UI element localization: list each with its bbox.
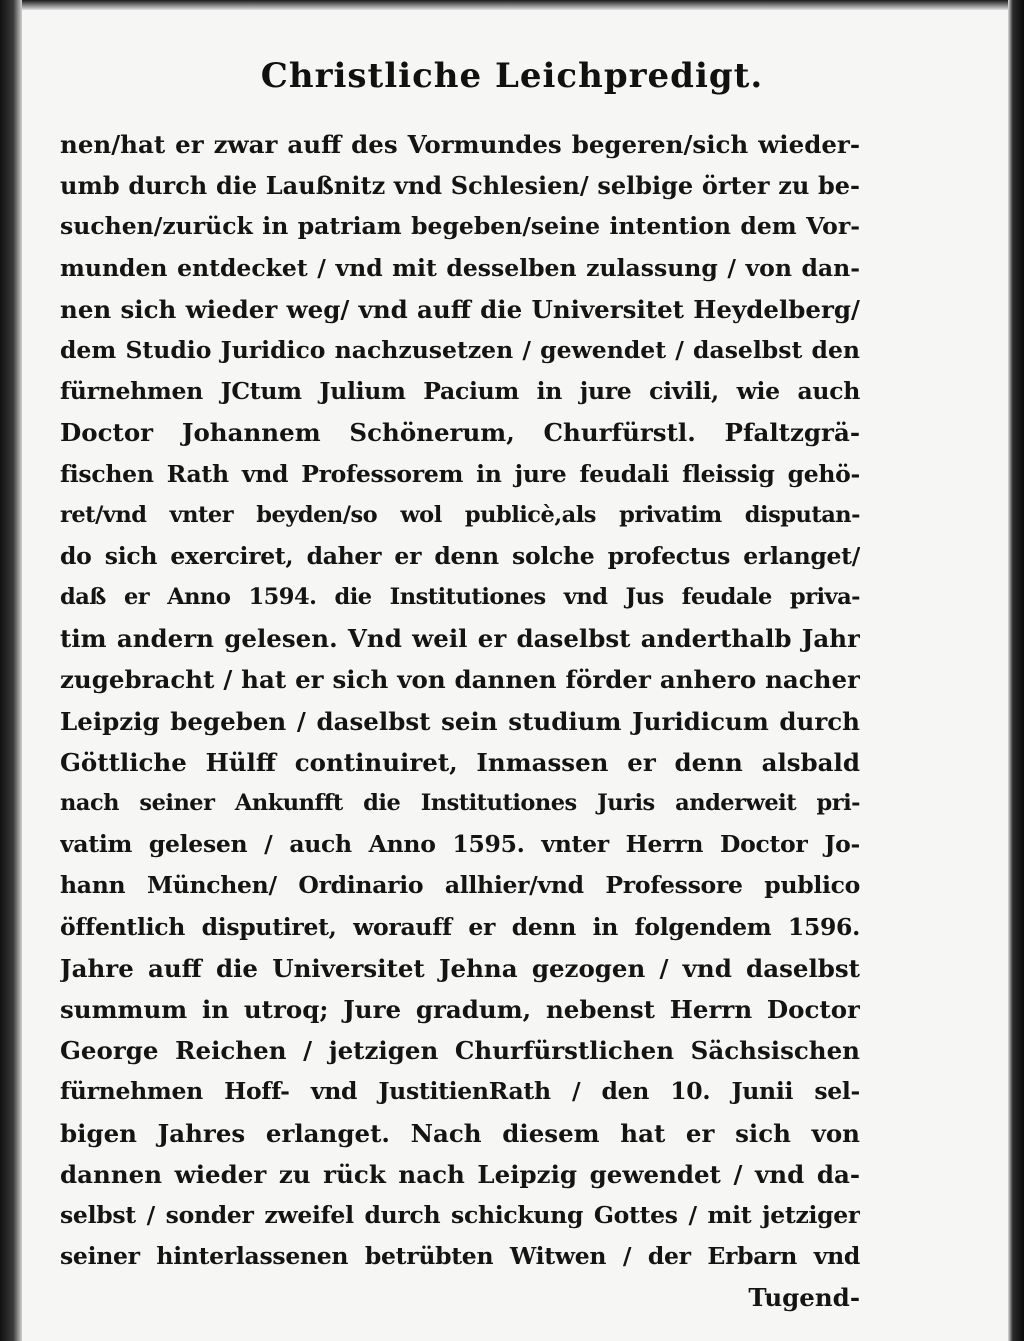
scan-edge-left <box>0 0 22 1341</box>
text-line: dannen wieder zu rück nach Leipzig gewendet / vnd da- <box>60 1159 860 1189</box>
text-line: nen/hat er zwar auff des Vormundes begeren/sich wieder- <box>60 130 860 159</box>
text-line: Doctor Johannem Schönerum, Churfürstl. Pfaltzgrä- <box>60 418 860 448</box>
text-line: hann München/ Ordinario allhier/vnd Professore publico <box>60 871 860 900</box>
text-line: daß er Anno 1594. die Institutiones vnd Jus feudale priva- <box>60 584 860 611</box>
text-line: vatim gelesen / auch Anno 1595. vnter Herrn Doctor Jo- <box>60 830 860 859</box>
body-text <box>60 124 860 1318</box>
text-line: Leipzig begeben / daselbst sein studium Juridicum durch <box>60 706 860 736</box>
text-line: ret/vnd vnter beyden/so wol publicè,als privatim disputan- <box>60 501 860 528</box>
text-line: Göttliche Hülff continuiret, Inmassen er denn alsbald <box>60 747 860 777</box>
text-line: Jahre auff die Universitet Jehna gezogen / vnd daselbst <box>60 953 860 983</box>
text-line: munden entdecket / vnd mit desselben zulassung / von dan- <box>60 253 860 282</box>
text-line: tim andern gelesen. Vnd weil er daselbst anderthalb Jahr <box>60 624 860 654</box>
scan-edge-right <box>1008 0 1024 1341</box>
text-line: do sich exerciret, daher er denn solche profectus erlanget/ <box>60 541 860 570</box>
text-line: zugebracht / hat er sich von dannen förder anhero nacher <box>60 665 860 695</box>
text-line: George Reichen / jetzigen Churfürstlichen Sächsischen <box>60 1036 860 1066</box>
text-line: bigen Jahres erlanget. Nach diesem hat er sich von <box>60 1118 860 1148</box>
text-line: nach seiner Ankunfft die Institutiones Juris anderweit pri- <box>60 790 860 816</box>
text-line: seiner hinterlassenen betrübten Witwen / der Erbarn vnd <box>60 1242 860 1271</box>
text-line: selbst / sonder zweifel durch schickung Gottes / mit jetziger <box>60 1200 860 1229</box>
text-line: umb durch die Laußnitz vnd Schlesien/ selbige örter zu be- <box>60 171 860 201</box>
text-line: fürnehmen Hoff- vnd JustitienRath / den 10. Junii sel- <box>60 1077 860 1106</box>
text-line: fürnehmen JCtum Julium Pacium in jure civili, wie auch <box>60 377 860 406</box>
text-line: öffentlich disputiret, worauff er denn in folgendem 1596. <box>60 912 860 941</box>
catchword: Tugend- <box>748 1283 860 1313</box>
text-line: summum in utroq; Jure gradum, nebenst Herrn Doctor <box>60 994 860 1024</box>
text-line: fischen Rath vnd Professorem in jure feudali fleissig gehö- <box>60 459 860 488</box>
scan-edge-top <box>0 0 1024 10</box>
text-line: dem Studio Juridico nachzusetzen / gewendet / daselbst den <box>60 335 860 364</box>
text-line: nen sich wieder weg/ vnd auff die Universitet Heydelberg/ <box>60 294 860 324</box>
text-line: suchen/zurück in patriam begeben/seine intention dem Vor- <box>60 212 860 241</box>
running-header: Christliche Leichpredigt. <box>260 56 764 96</box>
